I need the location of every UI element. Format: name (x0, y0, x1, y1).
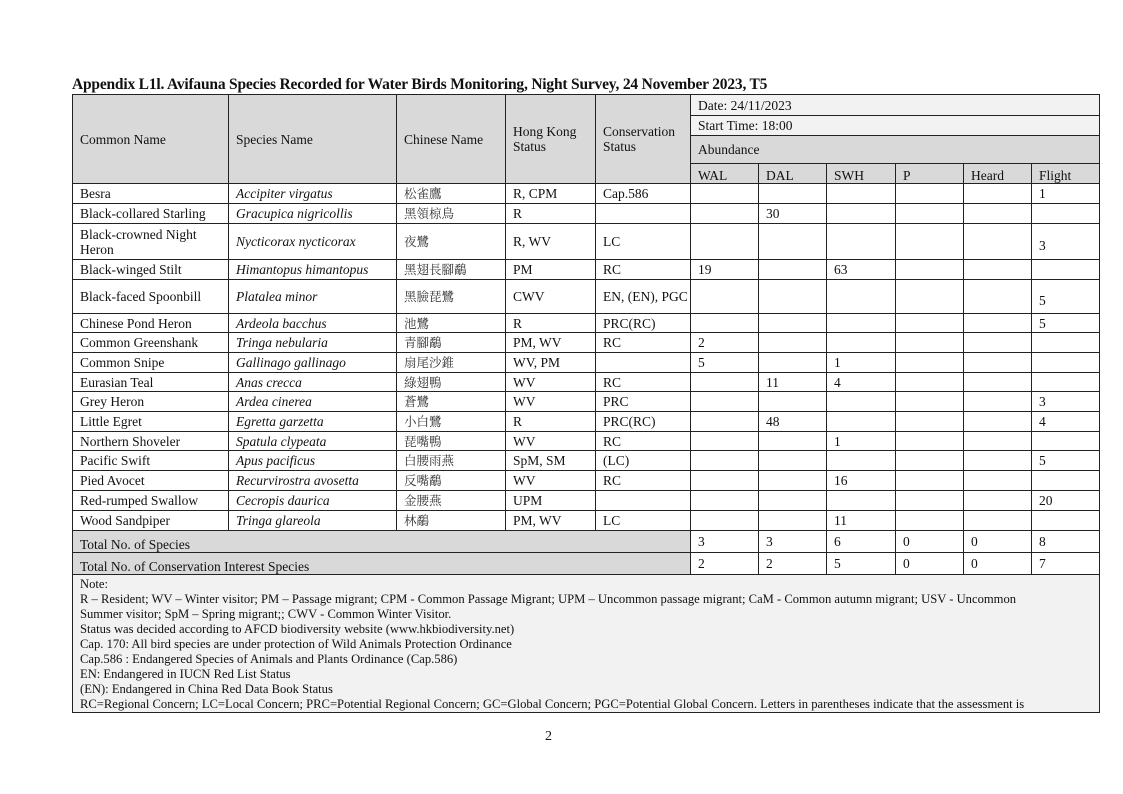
dal-count-cell (759, 224, 827, 260)
chinese-name-cell: 白腰雨燕 (397, 451, 506, 471)
chinese-name-cell: 綠翅鴨 (397, 373, 506, 392)
hk-status-cell: CWV (506, 280, 596, 314)
swh-count-cell: 63 (827, 260, 896, 280)
p-count-cell (896, 314, 964, 333)
dal-count-cell (759, 511, 827, 531)
common-name-cell: Black-collared Starling (73, 204, 229, 224)
flight-count-cell: 4 (1032, 412, 1100, 432)
chinese-name-cell: 扇尾沙錐 (397, 353, 506, 373)
swh-count-cell (827, 184, 896, 204)
conservation-status-cell: PRC(RC) (596, 412, 691, 432)
heard-total-cell: 0 (964, 553, 1032, 575)
heard-count-cell (964, 471, 1032, 491)
dal-count-cell (759, 333, 827, 353)
table-row (73, 511, 1100, 531)
p-count-cell (896, 471, 964, 491)
wal-count-cell: 19 (691, 260, 759, 280)
hk-status-cell: WV (506, 471, 596, 491)
chinese-name-cell: 黑臉琵鷺 (397, 280, 506, 314)
wal-count-cell: 5 (691, 353, 759, 373)
wal-total-cell: 2 (691, 553, 759, 575)
common-name-cell: Pied Avocet (73, 471, 229, 491)
swh-count-cell (827, 204, 896, 224)
conservation-status-cell: RC (596, 260, 691, 280)
species-name-cell: Recurvirostra avosetta (229, 471, 397, 491)
species-name-cell: Ardea cinerea (229, 392, 397, 412)
wal-count-cell (691, 412, 759, 432)
note-line: EN: Endangered in IUCN Red List Status (80, 667, 291, 681)
page-title: Appendix L1l. Avifauna Species Recorded for Water Birds Monitoring, Night Survey, 24 November 2023, T5 (72, 76, 768, 93)
hk-status-cell: R (506, 314, 596, 333)
wal-count-cell (691, 451, 759, 471)
wal-count-cell (691, 204, 759, 224)
table-row (73, 392, 1100, 412)
p-count-cell (896, 184, 964, 204)
p-count-cell (896, 353, 964, 373)
dal-count-cell (759, 471, 827, 491)
conservation-status-cell: LC (596, 511, 691, 531)
conservation-status-cell: LC (596, 224, 691, 260)
wal-count-cell (691, 224, 759, 260)
totals-label: Total No. of Species (73, 531, 691, 553)
p-total-cell: 0 (896, 553, 964, 575)
swh-total-cell: 6 (827, 531, 896, 553)
wal-count-cell (691, 432, 759, 451)
heard-count-cell (964, 511, 1032, 531)
heard-count-cell (964, 260, 1032, 280)
species-name-cell: Spatula clypeata (229, 432, 397, 451)
heard-count-cell (964, 353, 1032, 373)
dal-count-cell (759, 491, 827, 511)
species-name-cell: Gallinago gallinago (229, 353, 397, 373)
dal-count-cell (759, 392, 827, 412)
species-name-cell: Apus pacificus (229, 451, 397, 471)
wal-count-cell (691, 314, 759, 333)
p-count-cell (896, 392, 964, 412)
table-row (73, 432, 1100, 451)
conservation-status-cell: RC (596, 373, 691, 392)
species-name-cell: Accipiter virgatus (229, 184, 397, 204)
species-name-cell: Platalea minor (229, 280, 397, 314)
chinese-name-cell: 林鷸 (397, 511, 506, 531)
wal-count-cell: 2 (691, 333, 759, 353)
chinese-name-cell: 小白鷺 (397, 412, 506, 432)
hk-status-cell: WV (506, 432, 596, 451)
header-wal: WAL (691, 164, 759, 184)
swh-count-cell (827, 224, 896, 260)
table-row (73, 471, 1100, 491)
common-name-cell: Black-winged Stilt (73, 260, 229, 280)
common-name-cell: Eurasian Teal (73, 373, 229, 392)
species-name-cell: Egretta garzetta (229, 412, 397, 432)
chinese-name-cell: 黑翅長腳鷸 (397, 260, 506, 280)
swh-count-cell: 11 (827, 511, 896, 531)
flight-total-cell: 8 (1032, 531, 1100, 553)
heard-count-cell (964, 333, 1032, 353)
swh-count-cell (827, 333, 896, 353)
note-line: Cap. 170: All bird species are under protection of Wild Animals Protection Ordinance (80, 637, 512, 651)
heard-count-cell (964, 373, 1032, 392)
notes-section (73, 575, 1100, 713)
chinese-name-cell: 青腳鷸 (397, 333, 506, 353)
chinese-name-cell: 黑領椋鳥 (397, 204, 506, 224)
dal-count-cell (759, 280, 827, 314)
wal-count-cell (691, 280, 759, 314)
heard-total-cell: 0 (964, 531, 1032, 553)
dal-count-cell (759, 353, 827, 373)
header-chinese-name: Chinese Name (397, 95, 506, 184)
swh-count-cell (827, 451, 896, 471)
swh-total-cell: 5 (827, 553, 896, 575)
species-table (72, 94, 1100, 713)
wal-count-cell (691, 392, 759, 412)
common-name-cell: Wood Sandpiper (73, 511, 229, 531)
species-name-cell: Nycticorax nycticorax (229, 224, 397, 260)
swh-count-cell (827, 280, 896, 314)
common-name-cell: Grey Heron (73, 392, 229, 412)
wal-count-cell (691, 511, 759, 531)
flight-count-cell: 3 (1032, 224, 1100, 260)
header-common-name: Common Name (73, 95, 229, 184)
wal-count-cell (691, 373, 759, 392)
swh-count-cell: 4 (827, 373, 896, 392)
common-name-cell: Red-rumped Swallow (73, 491, 229, 511)
p-count-cell (896, 373, 964, 392)
note-line: Cap.586 : Endangered Species of Animals and Plants Ordinance (Cap.586) (80, 652, 458, 666)
dal-count-cell: 48 (759, 412, 827, 432)
species-name-cell: Ardeola bacchus (229, 314, 397, 333)
flight-count-cell: 5 (1032, 451, 1100, 471)
swh-count-cell: 16 (827, 471, 896, 491)
hk-status-cell: WV, PM (506, 353, 596, 373)
header-hk-status: Hong Kong Status (506, 95, 596, 184)
note-line: (EN): Endangered in China Red Data Book Status (80, 682, 333, 696)
swh-count-cell: 1 (827, 353, 896, 373)
hk-status-cell: R, WV (506, 224, 596, 260)
totals-row (73, 553, 1100, 575)
heard-count-cell (964, 314, 1032, 333)
dal-count-cell (759, 432, 827, 451)
flight-count-cell: 5 (1032, 280, 1100, 314)
header-p: P (896, 164, 964, 184)
flight-count-cell: 3 (1032, 392, 1100, 412)
flight-count-cell (1032, 353, 1100, 373)
table-row (73, 280, 1100, 314)
p-count-cell (896, 260, 964, 280)
conservation-status-cell: Cap.586 (596, 184, 691, 204)
p-count-cell (896, 412, 964, 432)
flight-total-cell: 7 (1032, 553, 1100, 575)
hk-status-cell: R (506, 412, 596, 432)
hk-status-cell: SpM, SM (506, 451, 596, 471)
hk-status-cell: R, CPM (506, 184, 596, 204)
flight-count-cell (1032, 432, 1100, 451)
header-abundance: Abundance (691, 136, 1100, 164)
p-count-cell (896, 432, 964, 451)
hk-status-cell: PM (506, 260, 596, 280)
heard-count-cell (964, 412, 1032, 432)
header-date: Date: 24/11/2023 (691, 95, 1100, 116)
chinese-name-cell: 池鷺 (397, 314, 506, 333)
species-name-cell: Himantopus himantopus (229, 260, 397, 280)
header-conservation-status: Conservation Status (596, 95, 691, 184)
wal-count-cell (691, 491, 759, 511)
header-dal: DAL (759, 164, 827, 184)
wal-total-cell: 3 (691, 531, 759, 553)
chinese-name-cell: 金腰燕 (397, 491, 506, 511)
conservation-status-cell: PRC(RC) (596, 314, 691, 333)
table-row (73, 314, 1100, 333)
common-name-cell: Black-faced Spoonbill (73, 280, 229, 314)
swh-count-cell: 1 (827, 432, 896, 451)
heard-count-cell (964, 491, 1032, 511)
species-name-cell: Tringa nebularia (229, 333, 397, 353)
heard-count-cell (964, 392, 1032, 412)
table-row (73, 491, 1100, 511)
chinese-name-cell: 松雀鷹 (397, 184, 506, 204)
heard-count-cell (964, 280, 1032, 314)
dal-count-cell: 11 (759, 373, 827, 392)
conservation-status-cell: EN, (EN), PGC (596, 280, 691, 314)
common-name-cell: Chinese Pond Heron (73, 314, 229, 333)
note-line: RC=Regional Concern; LC=Local Concern; PRC=Potential Regional Concern; GC=Global Concern; PGC=Potential Global Concern. Letters in parentheses indicate that the assessment is (80, 697, 1025, 711)
note-line: Status was decided according to AFCD biodiversity website (www.hkbiodiversity.net) (80, 622, 515, 636)
header-flight: Flight (1032, 164, 1100, 184)
conservation-status-cell (596, 491, 691, 511)
species-name-cell: Gracupica nigricollis (229, 204, 397, 224)
p-count-cell (896, 280, 964, 314)
flight-count-cell (1032, 204, 1100, 224)
swh-count-cell (827, 314, 896, 333)
p-total-cell: 0 (896, 531, 964, 553)
table-row (73, 373, 1100, 392)
p-count-cell (896, 333, 964, 353)
p-count-cell (896, 451, 964, 471)
flight-count-cell: 5 (1032, 314, 1100, 333)
flight-count-cell (1032, 260, 1100, 280)
conservation-status-cell: PRC (596, 392, 691, 412)
heard-count-cell (964, 432, 1032, 451)
conservation-status-cell (596, 204, 691, 224)
p-count-cell (896, 204, 964, 224)
page-number: 2 (545, 729, 552, 744)
hk-status-cell: R (506, 204, 596, 224)
note-line: Note: (80, 577, 108, 591)
swh-count-cell (827, 392, 896, 412)
heard-count-cell (964, 224, 1032, 260)
flight-count-cell: 20 (1032, 491, 1100, 511)
species-name-cell: Cecropis daurica (229, 491, 397, 511)
conservation-status-cell: RC (596, 471, 691, 491)
table-row (73, 204, 1100, 224)
header-swh: SWH (827, 164, 896, 184)
flight-count-cell (1032, 471, 1100, 491)
table-row (73, 353, 1100, 373)
dal-count-cell (759, 260, 827, 280)
wal-count-cell (691, 471, 759, 491)
table-row (73, 333, 1100, 353)
header-species-name: Species Name (229, 95, 397, 184)
common-name-cell: Common Greenshank (73, 333, 229, 353)
totals-label: Total No. of Conservation Interest Species (73, 553, 691, 575)
table-row (73, 224, 1100, 260)
note-line: R – Resident; WV – Winter visitor; PM – Passage migrant; CPM - Common Passage Migrant; UPM – Uncommon passage migrant; CaM - Common autumn migrant; USV - Uncommon (80, 592, 1017, 606)
dal-count-cell: 30 (759, 204, 827, 224)
p-count-cell (896, 491, 964, 511)
hk-status-cell: WV (506, 392, 596, 412)
flight-count-cell (1032, 373, 1100, 392)
hk-status-cell: PM, WV (506, 511, 596, 531)
wal-count-cell (691, 184, 759, 204)
species-name-cell: Anas crecca (229, 373, 397, 392)
table-row (73, 184, 1100, 204)
swh-count-cell (827, 412, 896, 432)
species-name-cell: Tringa glareola (229, 511, 397, 531)
header-start-time: Start Time: 18:00 (691, 116, 1100, 136)
common-name-cell: Besra (73, 184, 229, 204)
common-name-cell: Pacific Swift (73, 451, 229, 471)
chinese-name-cell: 反嘴鷸 (397, 471, 506, 491)
common-name-cell: Black-crowned Night Heron (73, 224, 229, 260)
conservation-status-cell: RC (596, 432, 691, 451)
dal-count-cell (759, 184, 827, 204)
heard-count-cell (964, 184, 1032, 204)
conservation-status-cell: (LC) (596, 451, 691, 471)
table-row (73, 451, 1100, 471)
conservation-status-cell (596, 353, 691, 373)
common-name-cell: Little Egret (73, 412, 229, 432)
p-count-cell (896, 224, 964, 260)
dal-count-cell (759, 451, 827, 471)
dal-total-cell: 3 (759, 531, 827, 553)
hk-status-cell: PM, WV (506, 333, 596, 353)
header-heard: Heard (964, 164, 1032, 184)
table-row (73, 260, 1100, 280)
conservation-status-cell: RC (596, 333, 691, 353)
chinese-name-cell: 蒼鷺 (397, 392, 506, 412)
p-count-cell (896, 511, 964, 531)
hk-status-cell: UPM (506, 491, 596, 511)
dal-count-cell (759, 314, 827, 333)
hk-status-cell: WV (506, 373, 596, 392)
common-name-cell: Northern Shoveler (73, 432, 229, 451)
common-name-cell: Common Snipe (73, 353, 229, 373)
flight-count-cell (1032, 333, 1100, 353)
chinese-name-cell: 夜鷺 (397, 224, 506, 260)
heard-count-cell (964, 451, 1032, 471)
chinese-name-cell: 琵嘴鴨 (397, 432, 506, 451)
table-row (73, 412, 1100, 432)
swh-count-cell (827, 491, 896, 511)
flight-count-cell (1032, 511, 1100, 531)
flight-count-cell: 1 (1032, 184, 1100, 204)
heard-count-cell (964, 204, 1032, 224)
totals-row (73, 531, 1100, 553)
note-line: Summer visitor; SpM – Spring migrant;; CWV - Common Winter Visitor. (80, 607, 452, 621)
dal-total-cell: 2 (759, 553, 827, 575)
